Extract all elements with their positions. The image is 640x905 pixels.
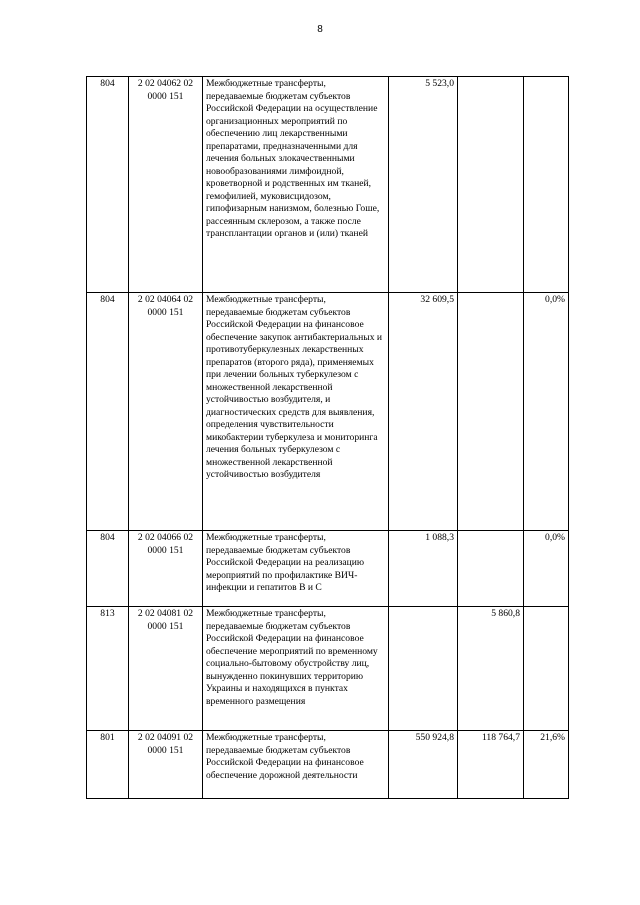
kbk-code-cell: 2 02 04091 02 0000 151	[129, 731, 203, 799]
admin-code-cell: 804	[87, 293, 129, 531]
plan-value-cell: 550 924,8	[389, 731, 458, 799]
table-row	[87, 77, 569, 293]
percent-cell: 0,0%	[524, 531, 569, 607]
plan-value-cell: 32 609,5	[389, 293, 458, 531]
percent-cell	[524, 77, 569, 293]
description-cell: Межбюджетные трансферты, передаваемые бюджетам субъектов Российской Федерации на осуществление организационных мероприятий по обеспечению лиц лекарственными препаратами, предназначенными для лечения больных злокачественными новообразованиями лимфоидной, кроветворной и родственных им тканей, гемофилией, муковисцидозом, гипофизарным нанизмом, болезнью Гоше, рассеянным склерозом, а также после трансплантации органов и (или) тканей	[203, 77, 389, 293]
admin-code-cell: 804	[87, 77, 129, 293]
kbk-code-cell: 2 02 04064 02 0000 151	[129, 293, 203, 531]
plan-value-cell	[389, 607, 458, 731]
kbk-code-cell: 2 02 04081 02 0000 151	[129, 607, 203, 731]
page-number: 8	[317, 24, 323, 35]
actual-value-cell	[458, 531, 524, 607]
description-cell: Межбюджетные трансферты, передаваемые бюджетам субъектов Российской Федерации на финансовое обеспечение дорожной деятельности	[203, 731, 389, 799]
actual-value-cell	[458, 293, 524, 531]
table-row	[87, 293, 569, 531]
percent-cell	[524, 607, 569, 731]
plan-value-cell: 1 088,3	[389, 531, 458, 607]
percent-cell: 21,6%	[524, 731, 569, 799]
table-row	[87, 607, 569, 731]
percent-cell: 0,0%	[524, 293, 569, 531]
budget-table	[86, 76, 569, 799]
kbk-code-cell: 2 02 04066 02 0000 151	[129, 531, 203, 607]
actual-value-cell	[458, 77, 524, 293]
kbk-code-cell: 2 02 04062 02 0000 151	[129, 77, 203, 293]
description-cell: Межбюджетные трансферты, передаваемые бюджетам субъектов Российской Федерации на реализацию мероприятий по профилактике ВИЧ-инфекции и гепатитов В и С	[203, 531, 389, 607]
admin-code-cell: 813	[87, 607, 129, 731]
actual-value-cell: 118 764,7	[458, 731, 524, 799]
table-row	[87, 731, 569, 799]
table-row	[87, 531, 569, 607]
admin-code-cell: 804	[87, 531, 129, 607]
description-cell: Межбюджетные трансферты, передаваемые бюджетам субъектов Российской Федерации на финансовое обеспечение закупок антибактериальных и противотуберкулезных лекарственных препаратов (второго ряда), применяемых при лечении больных туберкулезом с множественной лекарственной устойчивостью возбудителя, и диагностических средств для выявления, определения чувствительности микобактерии туберкулеза и мониторинга лечения больных туберкулезом с множественной лекарственной устойчивостью возбудителя	[203, 293, 389, 531]
actual-value-cell: 5 860,8	[458, 607, 524, 731]
plan-value-cell: 5 523,0	[389, 77, 458, 293]
admin-code-cell: 801	[87, 731, 129, 799]
description-cell: Межбюджетные трансферты, передаваемые бюджетам субъектов Российской Федерации на финансовое обеспечение мероприятий по временному социально-бытовому обустройству лиц, вынужденно покинувших территорию Украины и находящихся в пунктах временного размещения	[203, 607, 389, 731]
